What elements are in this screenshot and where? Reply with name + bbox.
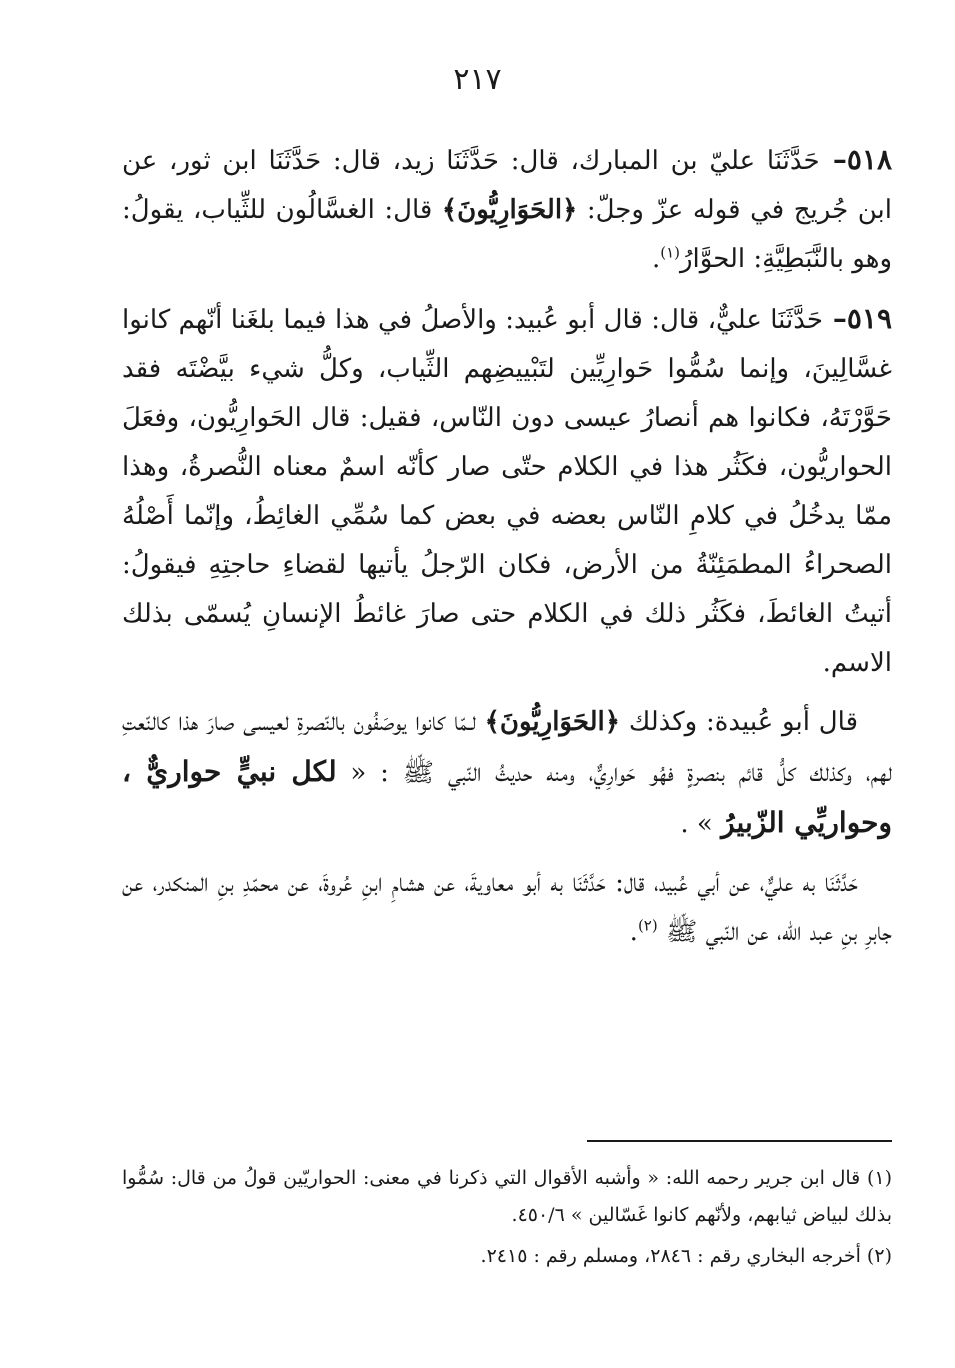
footnote-divider — [587, 1140, 892, 1142]
text-run: . — [651, 244, 661, 274]
text-run: . — [629, 917, 638, 947]
text-run: حَدَّثَنَا عليٌّ، قال: قال أبو عُبيد: والأصلُ في هذا فيما بلغَنا أنّهم كانوا غسَّالِينَ، وإنما سُمُّوا حَوارِيِّين لتَبْييضِهم الثِّياب، وكلُّ شيء بيَّضْتَه فقد حَوَّرْتَهُ، فكانوا هم أنصارُ عيسى دون النّاس، فقيل: قال الحَوارِيُّون، وفعَلَ الحواريُّون، فكَثُر هذا في الكلام حتّى صار كأنّه اسمٌ معناه النُّصرةُ، وهذا ممّا يدخُلُ في كلامِ النّاس بعضه في بعض كما سُمِّي الغائِطُ، وإنّما أَصْلُهُ الصحراءُ المطمَئِنّةُ من الأرض، فكان الرّجلُ يأتيها لقضاءِ حاجتِهِ فيقولُ: أتيتُ الغائطَ، فكَثُر ذلك في الكلام حتى صارَ غائطُ الإنسانِ يُسمّى بذلك الاسم. — [122, 305, 892, 678]
footnote-2: (٢) أخرجه البخاري رقم : ٢٨٤٦، ومسلم رقم : ٢٤١٥. — [480, 1245, 892, 1267]
footnote-ref: (١) — [660, 243, 680, 262]
text-run: حَدَّثَنَا عليّ بن المبارك، قال: حَدَّثَنَا زيد، قال: حَدَّثَنَا ابن ثور، عن ابن جُريج في قوله عزّ وجلّ: — [122, 146, 892, 225]
hadith-quote: لكل نبيٍّ حواريٌّ ، وحواريِّي الزّبيرُ — [122, 755, 892, 839]
text-run: حَدَّثَنَا به عليٌّ، عن أبي عُبيد، قال: حَدَّثَنَا به أبو معاويةَ، عن هشامِ ابنِ عُروةَ، عن محمّدِ بنِ المنكدر، عن جابرِ بنِ عبد الله، عن النّبي ﷺ — [122, 868, 892, 947]
footnotes — [122, 1160, 892, 1279]
footnote-1: (١) قال ابن جرير رحمه الله: « وأشبه الأقوال التي ذكرنا في معنى: الحواريّين قولُ من قال: سُمُّوا بذلك لبياض ثيابهم، ولأنّهم كانوا غَسّالين » ٤٥٠/٦. — [122, 1167, 892, 1226]
paragraph-518 — [122, 135, 892, 284]
quran-quote: ﴿الحَوَارِيُّونَ﴾ — [484, 707, 621, 737]
text-run: قال أبو عُبيدة: وكذلك — [620, 707, 858, 737]
text-run: لـمّا كانوا يوصَفُون بالنّصرةِ لعيسى صارَ هذا كالنّعتِ لهم، وكذلك كلُّ قائم بنصرةٍ فهُو حَوارِيٌّ، ومنه حديثُ النّبي ﷺ : « — [122, 707, 892, 788]
page-number: ٢١٧ — [453, 62, 502, 97]
hadith-number: ٥١٨– — [819, 143, 893, 176]
paragraph-isnad — [122, 859, 892, 957]
main-text — [122, 135, 892, 967]
quran-quote: ﴿الحَوَارِيُّونَ﴾ — [441, 195, 578, 225]
text-run: » . — [680, 809, 722, 839]
hadith-number: ٥١٩– — [822, 302, 892, 335]
paragraph-519 — [122, 294, 892, 688]
text-run: قال: الغسَّالُون للثِّياب، يقولُ: وهو بالنَّبَطِيَّةِ: الحوَّارُ — [122, 195, 892, 274]
paragraph-abu-ubayda — [122, 698, 892, 849]
footnote-ref: (٢) — [637, 916, 658, 935]
